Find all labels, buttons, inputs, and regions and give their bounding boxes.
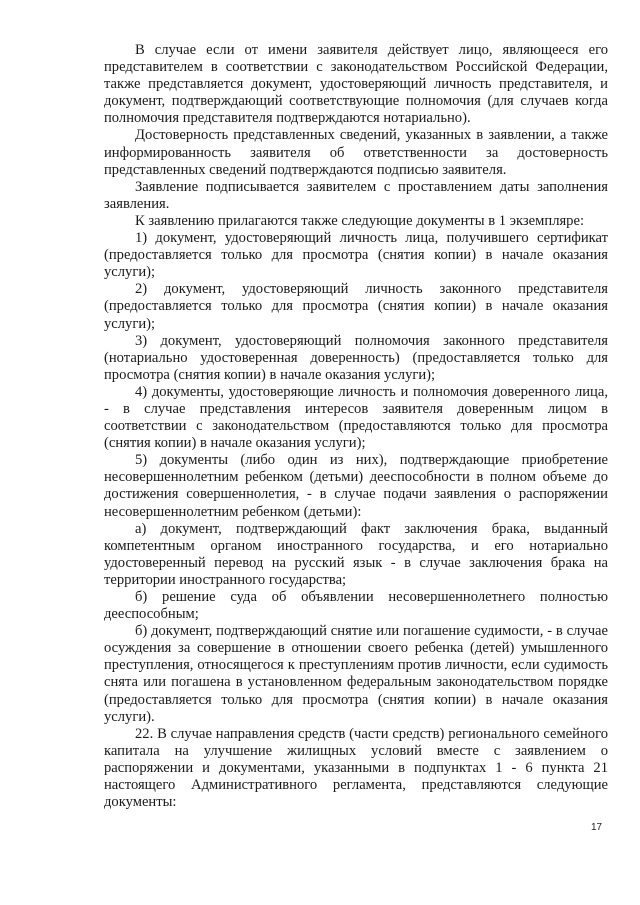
- list-item-5: 5) документы (либо один из них), подтверждающие приобретение несовершеннолетним ребенком (детьми) дееспособности в полном объеме до достижения совершеннолетия, - в случае подачи заявления о распоряжении несовершеннолетним ребенком (детьми):: [104, 452, 608, 520]
- list-item-5a: а) документ, подтверждающий факт заключения брака, выданный компетентным органом иностранного государства, и его нотариально удостоверенный перевод на русский язык - в случае заключения брака на территории иностранного государства;: [104, 520, 608, 588]
- paragraph-attachments-intro: К заявлению прилагаются также следующие документы в 1 экземпляре:: [135, 212, 585, 229]
- list-item-6: б) документ, подтверждающий снятие или погашение судимости, - в случае осуждения за совершение в отношении своего ребенка (детей) умышленного преступления, относящегося к преступлениям против личности, если судимость снята или погашена в установленном федеральным законодательством порядке (предоставляется только для просмотра (снятия копии) в начале оказания услуги).: [104, 623, 608, 725]
- list-item-1: 1) документ, удостоверяющий личность лица, получившего сертификат (предоставляется только для просмотра (снятия копии) в начале оказания услуги);: [104, 230, 608, 281]
- paragraph-22: 22. В случае направления средств (части средств) регионального семейного капитала на улучшение жилищных условий вместе с заявлением о распоряжении и документами, указанными в подпунктах 1 - 6 пункта 21 настоящего Административного регламента, представляются следующие документы:: [104, 725, 608, 811]
- page-number: 17: [591, 822, 603, 833]
- paragraph-reliability: Достоверность представленных сведений, указанных в заявлении, а также информированность заявителя об ответственности за достоверность представленных сведений подтверждаются подписью заявителя.: [104, 127, 608, 178]
- paragraph-representative: В случае если от имени заявителя действует лицо, являющееся его представителем в соответствии с законодательством Российской Федерации, также представляется документ, удостоверяющий личность представителя, и документ, подтверждающий соответствующие полномочия (для случаев когда полномочия представителя подтверждаются нотариально).: [104, 42, 608, 127]
- paragraph-signature: Заявление подписывается заявителем с проставлением даты заполнения заявления.: [104, 178, 608, 212]
- list-item-2: 2) документ, удостоверяющий личность законного представителя (предоставляется только для просмотра (снятия копии) в начале оказания услуги);: [104, 281, 608, 332]
- document-body: [104, 42, 608, 811]
- list-item-4: 4) документы, удостоверяющие личность и полномочия доверенного лица, - в случае представления интересов заявителя доверенным лицом в соответствии с законодательством (предоставляются только для просмотра (снятия копии) в начале оказания услуги);: [104, 383, 608, 452]
- list-item-3: 3) документ, удостоверяющий полномочия законного представителя (нотариально удостоверенная доверенность) (предоставляется только для просмотра (снятия копии) в начале оказания услуги);: [104, 332, 608, 383]
- list-item-5b: б) решение суда об объявлении несовершеннолетнего полностью дееспособным;: [104, 589, 608, 623]
